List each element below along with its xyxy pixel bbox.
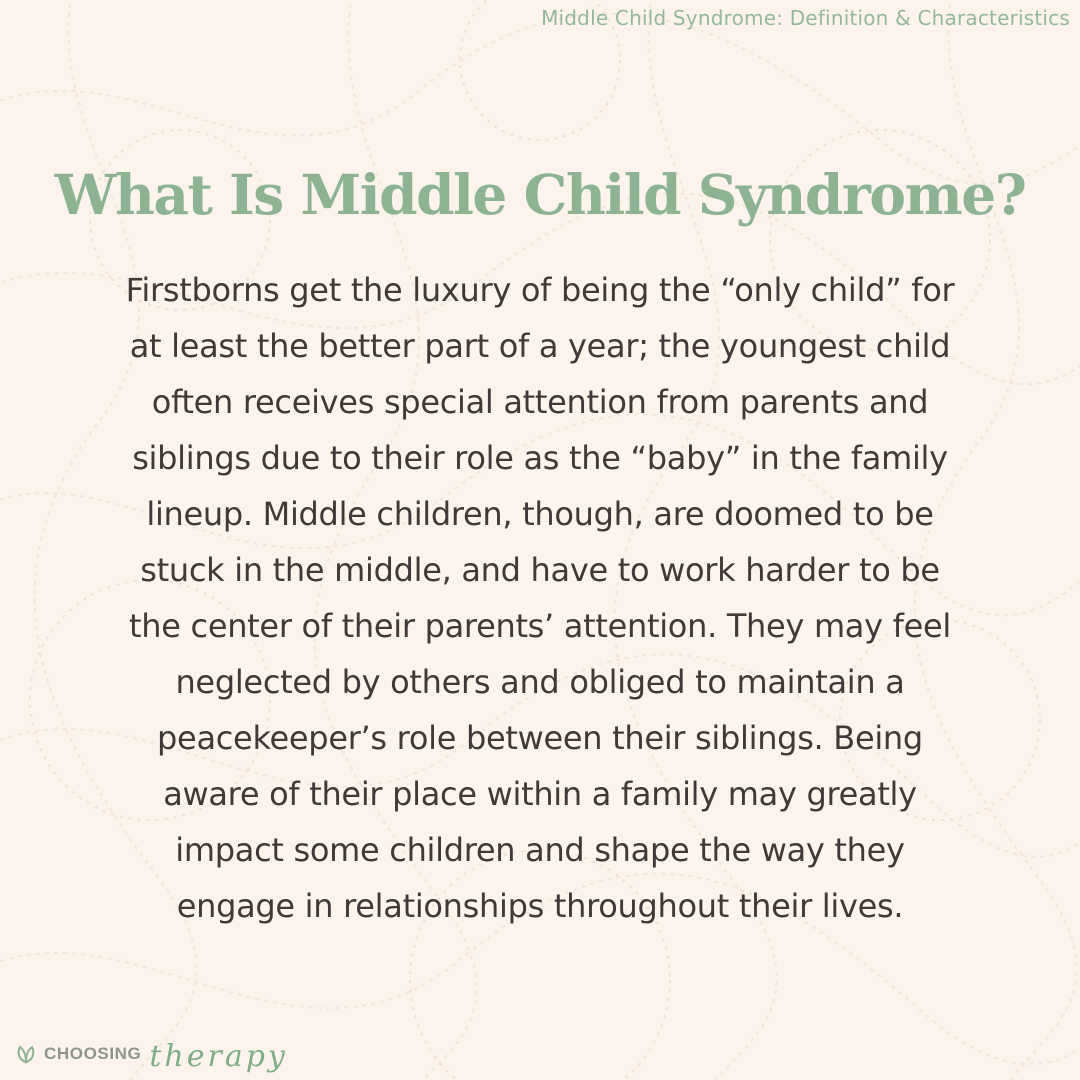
paragraph-line: lineup. Middle children, though, are doomed to be (146, 495, 934, 533)
paragraph-line: stuck in the middle, and have to work harder to be (140, 551, 940, 589)
paragraph-line: often receives special attention from parents and (151, 383, 929, 421)
logo-wordmark: CHOOSING (44, 1044, 142, 1063)
paragraph-line: aware of their place within a family may greatly (163, 775, 917, 813)
leaf-icon (14, 1042, 38, 1066)
paragraph-line: at least the better part of a year; the youngest child (129, 327, 951, 365)
paragraph-line: engage in relationships throughout their lives. (176, 887, 904, 925)
page-title: What Is Middle Child Syndrome? (54, 162, 1026, 227)
paragraph-line: siblings due to their role as the “baby” in the family (132, 439, 948, 477)
paragraph-line: Firstborns get the luxury of being the “only child” for (125, 271, 955, 309)
logo-script: therapy (149, 1038, 288, 1074)
paragraph-line: peacekeeper’s role between their siblings. Being (157, 719, 923, 757)
body-paragraph (70, 262, 1010, 934)
header-caption: Middle Child Syndrome: Definition & Characteristics (541, 6, 1070, 30)
paragraph-line: impact some children and shape the way they (175, 831, 905, 869)
paragraph-line: the center of their parents’ attention. They may feel (129, 607, 951, 645)
choosing-therapy-logo (14, 1036, 288, 1072)
paragraph-line: neglected by others and obliged to maintain a (175, 663, 905, 701)
